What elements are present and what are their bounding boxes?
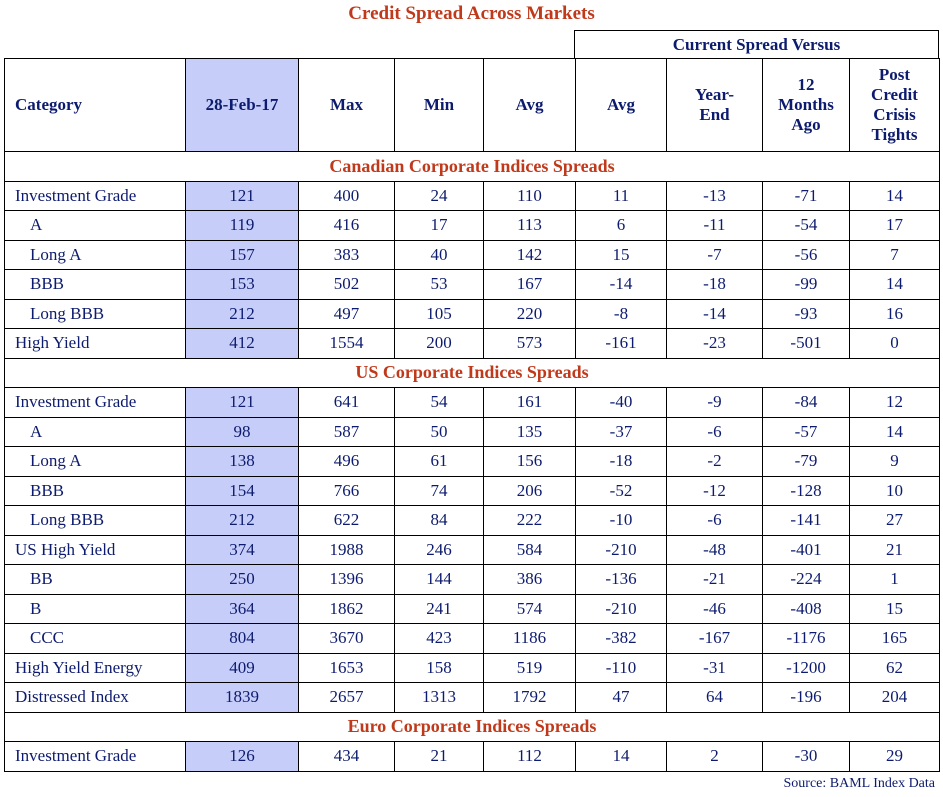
header-post-line: Crisis (873, 105, 916, 124)
table-cell: 573 (484, 329, 576, 359)
table-row (5, 506, 940, 536)
table-cell: 641 (299, 388, 395, 418)
table-cell: 0 (850, 329, 940, 359)
table-cell: -382 (576, 624, 667, 654)
table-cell: -99 (763, 270, 850, 300)
row-label: Long BBB (5, 506, 186, 536)
credit-spread-table (4, 58, 940, 772)
table-cell: 3670 (299, 624, 395, 654)
row-label: US High Yield (5, 535, 186, 565)
header-category: Category (5, 59, 186, 152)
table-cell: -57 (763, 417, 850, 447)
table-cell: -93 (763, 299, 850, 329)
table-row (5, 417, 940, 447)
table-cell: -128 (763, 476, 850, 506)
row-label: A (5, 417, 186, 447)
table-cell: 222 (484, 506, 576, 536)
header-post-line: Credit (871, 85, 918, 104)
table-cell: 74 (395, 476, 484, 506)
table-cell: 14 (850, 181, 940, 211)
table-row (5, 447, 940, 477)
row-label: CCC (5, 624, 186, 654)
table-cell: -46 (667, 594, 763, 624)
header-months-line: Ago (791, 115, 821, 134)
table-cell: 12 (850, 388, 940, 418)
table-cell: -52 (576, 476, 667, 506)
table-cell: 14 (576, 742, 667, 772)
table-cell: 364 (186, 594, 299, 624)
table-cell: -21 (667, 565, 763, 595)
table-cell: 61 (395, 447, 484, 477)
row-label: Distressed Index (5, 683, 186, 713)
table-row (5, 594, 940, 624)
table-cell: 1 (850, 565, 940, 595)
table-cell: 212 (186, 506, 299, 536)
table-cell: 1792 (484, 683, 576, 713)
header-months-line: 12 (797, 75, 815, 94)
table-cell: 110 (484, 181, 576, 211)
table-cell: 54 (395, 388, 484, 418)
header-avg: Avg (484, 59, 576, 152)
header-date: 28-Feb-17 (186, 59, 299, 152)
table-cell: -79 (763, 447, 850, 477)
table-cell: 15 (850, 594, 940, 624)
table-cell: 1396 (299, 565, 395, 595)
table-cell: 64 (667, 683, 763, 713)
table-cell: 423 (395, 624, 484, 654)
table-cell: -18 (667, 270, 763, 300)
table-cell: 386 (484, 565, 576, 595)
table-cell: 121 (186, 181, 299, 211)
row-label: Long BBB (5, 299, 186, 329)
table-cell: 21 (395, 742, 484, 772)
table-cell: -54 (763, 211, 850, 241)
table-row (5, 683, 940, 713)
table-cell: -12 (667, 476, 763, 506)
table-cell: 9 (850, 447, 940, 477)
table-cell: -71 (763, 181, 850, 211)
table-cell: -48 (667, 535, 763, 565)
header-max: Max (299, 59, 395, 152)
section-title: US Corporate Indices Spreads (5, 358, 940, 388)
table-cell: -210 (576, 594, 667, 624)
table-cell: 1988 (299, 535, 395, 565)
table-row (5, 211, 940, 241)
table-cell: 135 (484, 417, 576, 447)
table-cell: -167 (667, 624, 763, 654)
table-cell: -8 (576, 299, 667, 329)
table-cell: -141 (763, 506, 850, 536)
table-cell: 14 (850, 417, 940, 447)
table-row (5, 329, 940, 359)
table-row (5, 535, 940, 565)
table-cell: 622 (299, 506, 395, 536)
table-cell: -37 (576, 417, 667, 447)
header-post-line: Tights (871, 125, 918, 144)
table-cell: -14 (667, 299, 763, 329)
table-cell: 574 (484, 594, 576, 624)
table-cell: 804 (186, 624, 299, 654)
table-cell: 1186 (484, 624, 576, 654)
section-title: Euro Corporate Indices Spreads (5, 712, 940, 742)
table-cell: 10 (850, 476, 940, 506)
section-row (5, 712, 940, 742)
table-cell: 11 (576, 181, 667, 211)
table-cell: -6 (667, 506, 763, 536)
table-cell: -10 (576, 506, 667, 536)
table-cell: 84 (395, 506, 484, 536)
table-cell: 21 (850, 535, 940, 565)
table-cell: 2657 (299, 683, 395, 713)
table-cell: -401 (763, 535, 850, 565)
current-spread-versus-header: Current Spread Versus (574, 30, 939, 58)
table-row (5, 240, 940, 270)
table-cell: 62 (850, 653, 940, 683)
header-min: Min (395, 59, 484, 152)
table-row (5, 476, 940, 506)
table-cell: -224 (763, 565, 850, 595)
row-label: A (5, 211, 186, 241)
table-cell: 138 (186, 447, 299, 477)
table-row (5, 742, 940, 772)
table-cell: 24 (395, 181, 484, 211)
table-cell: 7 (850, 240, 940, 270)
table-cell: -110 (576, 653, 667, 683)
table-cell: -31 (667, 653, 763, 683)
table-cell: 161 (484, 388, 576, 418)
table-cell: 412 (186, 329, 299, 359)
section-title: Canadian Corporate Indices Spreads (5, 152, 940, 182)
header-12-months-ago (763, 59, 850, 152)
table-cell: 40 (395, 240, 484, 270)
table-cell: 766 (299, 476, 395, 506)
table-cell: -14 (576, 270, 667, 300)
table-row (5, 653, 940, 683)
table-cell: -18 (576, 447, 667, 477)
table-cell: 153 (186, 270, 299, 300)
header-year-end (667, 59, 763, 152)
table-cell: 157 (186, 240, 299, 270)
table-cell: 15 (576, 240, 667, 270)
table-cell: 587 (299, 417, 395, 447)
table-row (5, 565, 940, 595)
table-cell: 98 (186, 417, 299, 447)
table-cell: 126 (186, 742, 299, 772)
table-cell: -1176 (763, 624, 850, 654)
table-cell: 502 (299, 270, 395, 300)
table-cell: -13 (667, 181, 763, 211)
table-cell: 241 (395, 594, 484, 624)
table-cell: 27 (850, 506, 940, 536)
row-label: Long A (5, 240, 186, 270)
row-label: BBB (5, 270, 186, 300)
table-row (5, 388, 940, 418)
table-cell: 212 (186, 299, 299, 329)
table-cell: 220 (484, 299, 576, 329)
header-post-credit-crisis-tights (850, 59, 940, 152)
table-cell: -161 (576, 329, 667, 359)
table-cell: 29 (850, 742, 940, 772)
table-cell: 156 (484, 447, 576, 477)
table-cell: 1653 (299, 653, 395, 683)
table-cell: 204 (850, 683, 940, 713)
table-cell: 434 (299, 742, 395, 772)
page-title: Credit Spread Across Markets (348, 3, 595, 24)
table-cell: 400 (299, 181, 395, 211)
table-cell: 383 (299, 240, 395, 270)
table-cell: 496 (299, 447, 395, 477)
row-label: High Yield (5, 329, 186, 359)
table-cell: -40 (576, 388, 667, 418)
table-cell: 121 (186, 388, 299, 418)
section-row (5, 152, 940, 182)
table-cell: -56 (763, 240, 850, 270)
table-cell: 167 (484, 270, 576, 300)
row-label: BB (5, 565, 186, 595)
row-label: B (5, 594, 186, 624)
table-cell: 154 (186, 476, 299, 506)
header-row (5, 59, 940, 152)
table-cell: -30 (763, 742, 850, 772)
header-vs-avg: Avg (576, 59, 667, 152)
table-cell: 246 (395, 535, 484, 565)
header-year-end-line: Year- (694, 85, 734, 104)
table-cell: -23 (667, 329, 763, 359)
table-cell: 142 (484, 240, 576, 270)
table-cell: 50 (395, 417, 484, 447)
table-cell: 416 (299, 211, 395, 241)
table-cell: 409 (186, 653, 299, 683)
source-note: Source: BAML Index Data (783, 776, 935, 791)
row-label: High Yield Energy (5, 653, 186, 683)
header-months-line: Months (778, 95, 834, 114)
table-cell: -501 (763, 329, 850, 359)
table-cell: -136 (576, 565, 667, 595)
table-cell: -9 (667, 388, 763, 418)
row-label: Investment Grade (5, 388, 186, 418)
table-cell: 165 (850, 624, 940, 654)
row-label: BBB (5, 476, 186, 506)
table-row (5, 624, 940, 654)
row-label: Investment Grade (5, 181, 186, 211)
table-cell: 47 (576, 683, 667, 713)
table-cell: -408 (763, 594, 850, 624)
table-cell: 144 (395, 565, 484, 595)
table-cell: 113 (484, 211, 576, 241)
table-cell: 14 (850, 270, 940, 300)
table-cell: 17 (395, 211, 484, 241)
table-cell: 105 (395, 299, 484, 329)
table-cell: 374 (186, 535, 299, 565)
table-row (5, 270, 940, 300)
table-cell: 1554 (299, 329, 395, 359)
table-cell: 206 (484, 476, 576, 506)
table-cell: -2 (667, 447, 763, 477)
table-cell: 200 (395, 329, 484, 359)
table-cell: -196 (763, 683, 850, 713)
table-cell: 2 (667, 742, 763, 772)
row-label: Long A (5, 447, 186, 477)
table-cell: 1839 (186, 683, 299, 713)
table-cell: -84 (763, 388, 850, 418)
table-cell: 6 (576, 211, 667, 241)
table-cell: 112 (484, 742, 576, 772)
table-cell: 1313 (395, 683, 484, 713)
table-cell: -7 (667, 240, 763, 270)
table-cell: -210 (576, 535, 667, 565)
row-label: Investment Grade (5, 742, 186, 772)
header-year-end-line: End (699, 105, 730, 124)
table-cell: 497 (299, 299, 395, 329)
table-cell: 53 (395, 270, 484, 300)
table-cell: 119 (186, 211, 299, 241)
header-post-line: Post (878, 65, 911, 84)
table-cell: 158 (395, 653, 484, 683)
table-cell: 17 (850, 211, 940, 241)
table-row (5, 299, 940, 329)
table-cell: 16 (850, 299, 940, 329)
table-row (5, 181, 940, 211)
table-cell: 1862 (299, 594, 395, 624)
table-cell: -1200 (763, 653, 850, 683)
table-cell: -6 (667, 417, 763, 447)
table-body (5, 152, 940, 772)
section-row (5, 358, 940, 388)
table-cell: 519 (484, 653, 576, 683)
table-cell: 250 (186, 565, 299, 595)
table-cell: -11 (667, 211, 763, 241)
table-cell: 584 (484, 535, 576, 565)
